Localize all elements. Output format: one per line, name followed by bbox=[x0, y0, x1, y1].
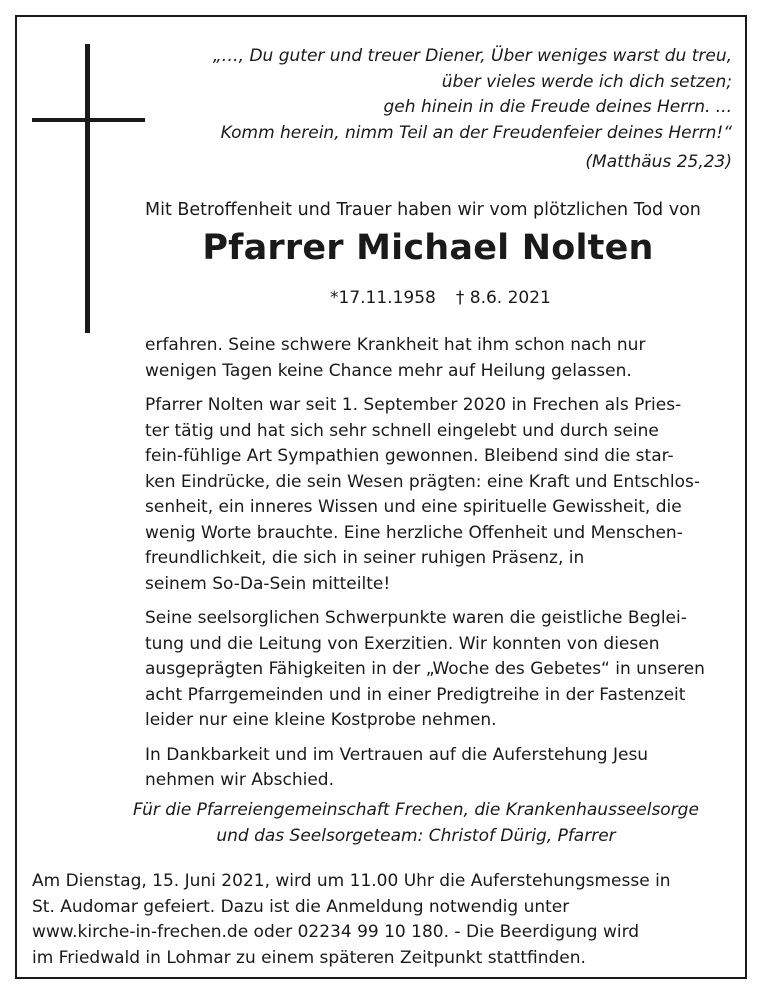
text-line: Am Dienstag, 15. Juni 2021, wird um 11.00 Uhr die Auferstehungsmesse in bbox=[32, 871, 671, 891]
signature-line: Für die Pfarreiengemeinschaft Frechen, die Krankenhausseelsorge bbox=[133, 800, 699, 820]
text-line: leider nur eine kleine Kostprobe nehmen. bbox=[145, 710, 497, 730]
paragraph bbox=[145, 393, 735, 597]
paragraph bbox=[145, 606, 735, 734]
text-line: acht Pfarrgemeinden und in einer Predigtreihe in der Fastenzeit bbox=[145, 684, 686, 705]
quote-line: „…, Du guter und treuer Diener, Über weniges warst du treu, bbox=[212, 46, 732, 66]
cross-horizontal-bar bbox=[32, 118, 145, 122]
text-line: ken Eindrücke, die sein Wesen prägten: eine Kraft und Entschlos- bbox=[145, 471, 701, 492]
cross-vertical-bar bbox=[85, 44, 90, 333]
text-line: im Friedwald in Lohmar zu einem späteren Zeitpunkt stattfinden. bbox=[32, 947, 586, 968]
bible-quote bbox=[172, 44, 732, 146]
paragraph bbox=[145, 333, 735, 384]
text-line: Pfarrer Nolten war seit 1. September 2020 in Frechen als Pries- bbox=[145, 395, 682, 415]
text-line: senheit, ein inneres Wissen und eine spirituelle Gewissheit, die bbox=[145, 497, 682, 517]
funeral-notice bbox=[32, 869, 671, 971]
birth-date: *17.11.1958 bbox=[330, 288, 436, 308]
text-line: freundlichkeit, die sich in seiner ruhigen Präsenz, in bbox=[145, 548, 585, 568]
death-date: † 8.6. 2021 bbox=[455, 288, 551, 308]
text-line: In Dankbarkeit und im Vertrauen auf die Auferstehung Jesu bbox=[145, 744, 649, 765]
text-line: erfahren. Seine schwere Krankheit hat ihm schon nach nur bbox=[145, 335, 646, 355]
quote-line: Komm herein, nimm Teil an der Freudenfeier deines Herrn!“ bbox=[220, 122, 732, 143]
text-line: wenig Worte brauchte. Eine herzliche Offenheit und Menschen- bbox=[145, 522, 683, 543]
intro-text: Mit Betroffenheit und Trauer haben wir vom plötzlichen Tod von bbox=[145, 200, 701, 220]
obituary-body bbox=[145, 333, 735, 803]
life-dates bbox=[330, 288, 551, 308]
signature-block bbox=[106, 798, 726, 849]
quote-line: über vieles werde ich dich setzen; bbox=[441, 71, 732, 92]
text-line: wenigen Tagen keine Chance mehr auf Heilung gelassen. bbox=[145, 360, 632, 381]
deceased-name: Pfarrer Michael Nolten bbox=[202, 228, 654, 268]
signature-line: und das Seelsorgeteam: Christof Dürig, Pfarrer bbox=[216, 825, 616, 846]
text-line: fein-fühlige Art Sympathien gewonnen. Bleibend sind die star- bbox=[145, 446, 674, 466]
text-line: St. Audomar gefeiert. Dazu ist die Anmeldung notwendig unter bbox=[32, 896, 570, 917]
text-line: www.kirche-in-frechen.de oder 02234 99 10 180. - Die Beerdigung wird bbox=[32, 922, 640, 942]
text-line: nehmen wir Abschied. bbox=[145, 770, 335, 790]
text-line: tung und die Leitung von Exerzitien. Wir konnten von diesen bbox=[145, 633, 660, 654]
quote-line: geh hinein in die Freude deines Herrn. ... bbox=[383, 97, 732, 117]
text-line: ausgeprägten Fähigkeiten in der „Woche des Gebetes“ in unseren bbox=[145, 659, 705, 679]
text-line: seinem So-Da-Sein mitteilte! bbox=[145, 573, 391, 594]
text-line: ter tätig und hat sich sehr schnell eingelebt und durch seine bbox=[145, 420, 659, 441]
text-line: Seine seelsorglichen Schwerpunkte waren die geistliche Beglei- bbox=[145, 608, 687, 628]
paragraph bbox=[145, 743, 735, 794]
quote-reference: (Matthäus 25,23) bbox=[585, 152, 732, 172]
